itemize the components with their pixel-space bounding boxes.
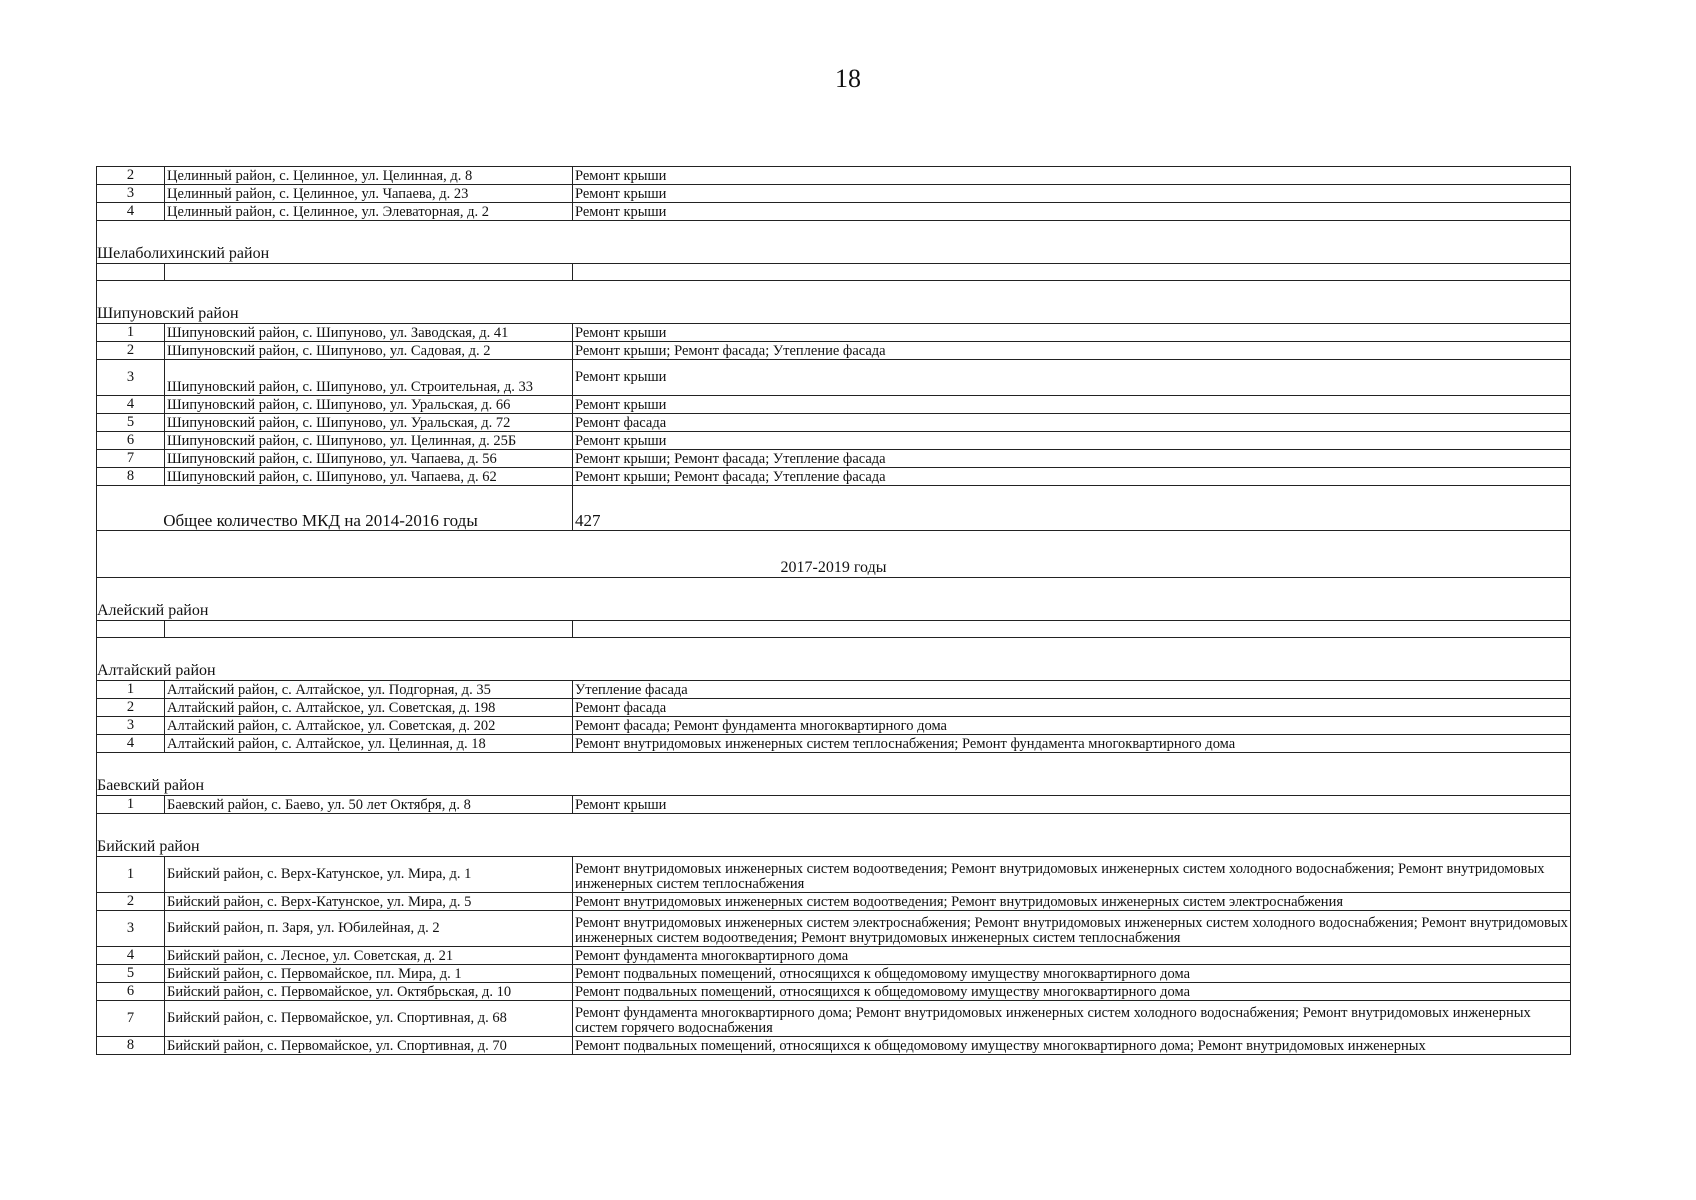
table-row xyxy=(97,681,1571,699)
table-row xyxy=(97,203,1571,221)
row-number: 3 xyxy=(97,717,165,735)
row-work: Ремонт подвальных помещений, относящихся к общедомовому имуществу многоквартирного дома xyxy=(573,983,1571,1001)
row-work: Ремонт фасада xyxy=(573,414,1571,432)
table-row xyxy=(97,911,1571,947)
row-address: Бийский район, с. Первомайское, ул. Октябрьская, д. 10 xyxy=(165,983,573,1001)
row-number: 7 xyxy=(97,1001,165,1037)
row-address: Алтайский район, с. Алтайское, ул. Советская, д. 202 xyxy=(165,717,573,735)
period-title: 2017-2019 годы xyxy=(97,531,1571,578)
row-work: Ремонт фасада; Ремонт фундамента многоквартирного дома xyxy=(573,717,1571,735)
row-work: Ремонт внутридомовых инженерных систем теплоснабжения; Ремонт фундамента многоквартирного дома xyxy=(573,735,1571,753)
row-number: 4 xyxy=(97,396,165,414)
total-row xyxy=(97,486,1571,531)
row-address: Бийский район, с. Верх-Катунское, ул. Мира, д. 5 xyxy=(165,893,573,911)
table-row xyxy=(97,414,1571,432)
row-number: 3 xyxy=(97,911,165,947)
row-address: Шипуновский район, с. Шипуново, ул. Строительная, д. 33 xyxy=(165,360,573,396)
row-address: Целинный район, с. Целинное, ул. Целинная, д. 8 xyxy=(165,167,573,185)
row-address: Шипуновский район, с. Шипуново, ул. Уральская, д. 66 xyxy=(165,396,573,414)
row-number: 8 xyxy=(97,1037,165,1055)
row-address: Шипуновский район, с. Шипуново, ул. Садовая, д. 2 xyxy=(165,342,573,360)
section-title: Шелаболихинский район xyxy=(97,221,1571,264)
row-work: Ремонт крыши; Ремонт фасада; Утепление фасада xyxy=(573,450,1571,468)
row-number: 4 xyxy=(97,735,165,753)
row-work: Ремонт фундамента многоквартирного дома; Ремонт внутридомовых инженерных систем холодного водоснабжения; Ремонт внутридомовых инженерных систем горячего водоснабжения xyxy=(573,1001,1571,1037)
row-address: Целинный район, с. Целинное, ул. Элеваторная, д. 2 xyxy=(165,203,573,221)
row-number: 6 xyxy=(97,983,165,1001)
row-address: Шипуновский район, с. Шипуново, ул. Чапаева, д. 56 xyxy=(165,450,573,468)
table-row xyxy=(97,735,1571,753)
row-address: Алтайский район, с. Алтайское, ул. Подгорная, д. 35 xyxy=(165,681,573,699)
row-work: Ремонт крыши xyxy=(573,203,1571,221)
table-row xyxy=(97,450,1571,468)
section-header xyxy=(97,281,1571,324)
row-address: Алтайский район, с. Алтайское, ул. Советская, д. 198 xyxy=(165,699,573,717)
page-number: 18 xyxy=(835,64,861,93)
row-work: Ремонт крыши xyxy=(573,360,1571,396)
table-row xyxy=(97,185,1571,203)
row-work: Ремонт крыши xyxy=(573,185,1571,203)
row-address: Бийский район, с. Первомайское, ул. Спортивная, д. 70 xyxy=(165,1037,573,1055)
section-header xyxy=(97,578,1571,621)
row-work: Ремонт внутридомовых инженерных систем водоотведения; Ремонт внутридомовых инженерных систем электроснабжения xyxy=(573,893,1571,911)
row-work: Ремонт подвальных помещений, относящихся к общедомовому имуществу многоквартирного дома; Ремонт внутридомовых инженерных xyxy=(573,1037,1571,1055)
row-work: Ремонт крыши xyxy=(573,432,1571,450)
total-value: 427 xyxy=(573,486,1571,531)
row-number: 2 xyxy=(97,167,165,185)
section-title: Баевский район xyxy=(97,753,1571,796)
blank-row xyxy=(97,264,1571,281)
row-work: Ремонт крыши xyxy=(573,396,1571,414)
row-number: 2 xyxy=(97,342,165,360)
section-title: Шипуновский район xyxy=(97,281,1571,324)
table-row xyxy=(97,167,1571,185)
row-work: Ремонт фасада xyxy=(573,699,1571,717)
blank-row xyxy=(97,621,1571,638)
table-row xyxy=(97,965,1571,983)
row-work: Ремонт крыши xyxy=(573,167,1571,185)
row-number: 3 xyxy=(97,185,165,203)
row-address: Бийский район, с. Первомайское, ул. Спортивная, д. 68 xyxy=(165,1001,573,1037)
row-number: 1 xyxy=(97,324,165,342)
row-address: Баевский район, с. Баево, ул. 50 лет Октября, д. 8 xyxy=(165,796,573,814)
row-address: Шипуновский район, с. Шипуново, ул. Чапаева, д. 62 xyxy=(165,468,573,486)
row-address: Шипуновский район, с. Шипуново, ул. Целинная, д. 25Б xyxy=(165,432,573,450)
table-row xyxy=(97,699,1571,717)
row-number: 1 xyxy=(97,681,165,699)
row-work: Ремонт крыши xyxy=(573,324,1571,342)
table-row xyxy=(97,796,1571,814)
section-title: Бийский район xyxy=(97,814,1571,857)
row-address: Бийский район, с. Первомайское, пл. Мира, д. 1 xyxy=(165,965,573,983)
row-number: 4 xyxy=(97,203,165,221)
table-row xyxy=(97,342,1571,360)
table-row xyxy=(97,857,1571,893)
row-number: 4 xyxy=(97,947,165,965)
row-work: Ремонт подвальных помещений, относящихся к общедомовому имуществу многоквартирного дома xyxy=(573,965,1571,983)
row-address: Алтайский район, с. Алтайское, ул. Целинная, д. 18 xyxy=(165,735,573,753)
section-header xyxy=(97,221,1571,264)
row-work: Ремонт крыши; Ремонт фасада; Утепление фасада xyxy=(573,468,1571,486)
row-work: Ремонт фундамента многоквартирного дома xyxy=(573,947,1571,965)
row-address: Шипуновский район, с. Шипуново, ул. Уральская, д. 72 xyxy=(165,414,573,432)
row-number: 5 xyxy=(97,965,165,983)
total-label: Общее количество МКД на 2014-2016 годы xyxy=(97,486,573,531)
section-title: Алтайский район xyxy=(97,638,1571,681)
row-address: Целинный район, с. Целинное, ул. Чапаева, д. 23 xyxy=(165,185,573,203)
period-row xyxy=(97,531,1571,578)
row-address: Шипуновский район, с. Шипуново, ул. Заводская, д. 41 xyxy=(165,324,573,342)
repair-table xyxy=(96,166,1571,1055)
row-number: 7 xyxy=(97,450,165,468)
row-work: Ремонт крыши xyxy=(573,796,1571,814)
table-row xyxy=(97,717,1571,735)
section-header xyxy=(97,638,1571,681)
row-number: 2 xyxy=(97,699,165,717)
row-work: Ремонт внутридомовых инженерных систем водоотведения; Ремонт внутридомовых инженерных систем холодного водоснабжения; Ремонт внутридомовых инженерных систем теплоснабжения xyxy=(573,857,1571,893)
row-work: Утепление фасада xyxy=(573,681,1571,699)
row-number: 2 xyxy=(97,893,165,911)
row-number: 6 xyxy=(97,432,165,450)
row-address: Бийский район, с. Лесное, ул. Советская, д. 21 xyxy=(165,947,573,965)
table-row xyxy=(97,360,1571,396)
table-row xyxy=(97,1001,1571,1037)
table-row xyxy=(97,1037,1571,1055)
table-row xyxy=(97,983,1571,1001)
row-address: Бийский район, с. Верх-Катунское, ул. Мира, д. 1 xyxy=(165,857,573,893)
row-work: Ремонт внутридомовых инженерных систем электроснабжения; Ремонт внутридомовых инженерных систем холодного водоснабжения; Ремонт внутридомовых инженерных систем водоотведения; Ремонт внутридомовых инженерных систем теплоснабжения xyxy=(573,911,1571,947)
section-header xyxy=(97,814,1571,857)
table-row xyxy=(97,468,1571,486)
row-address: Бийский район, п. Заря, ул. Юбилейная, д. 2 xyxy=(165,911,573,947)
row-number: 5 xyxy=(97,414,165,432)
section-header xyxy=(97,753,1571,796)
row-work: Ремонт крыши; Ремонт фасада; Утепление фасада xyxy=(573,342,1571,360)
table-row xyxy=(97,324,1571,342)
section-title: Алейский район xyxy=(97,578,1571,621)
table-row xyxy=(97,893,1571,911)
table-row xyxy=(97,396,1571,414)
row-number: 1 xyxy=(97,796,165,814)
table-row xyxy=(97,947,1571,965)
row-number: 8 xyxy=(97,468,165,486)
table-row xyxy=(97,432,1571,450)
row-number: 3 xyxy=(97,360,165,396)
row-number: 1 xyxy=(97,857,165,893)
